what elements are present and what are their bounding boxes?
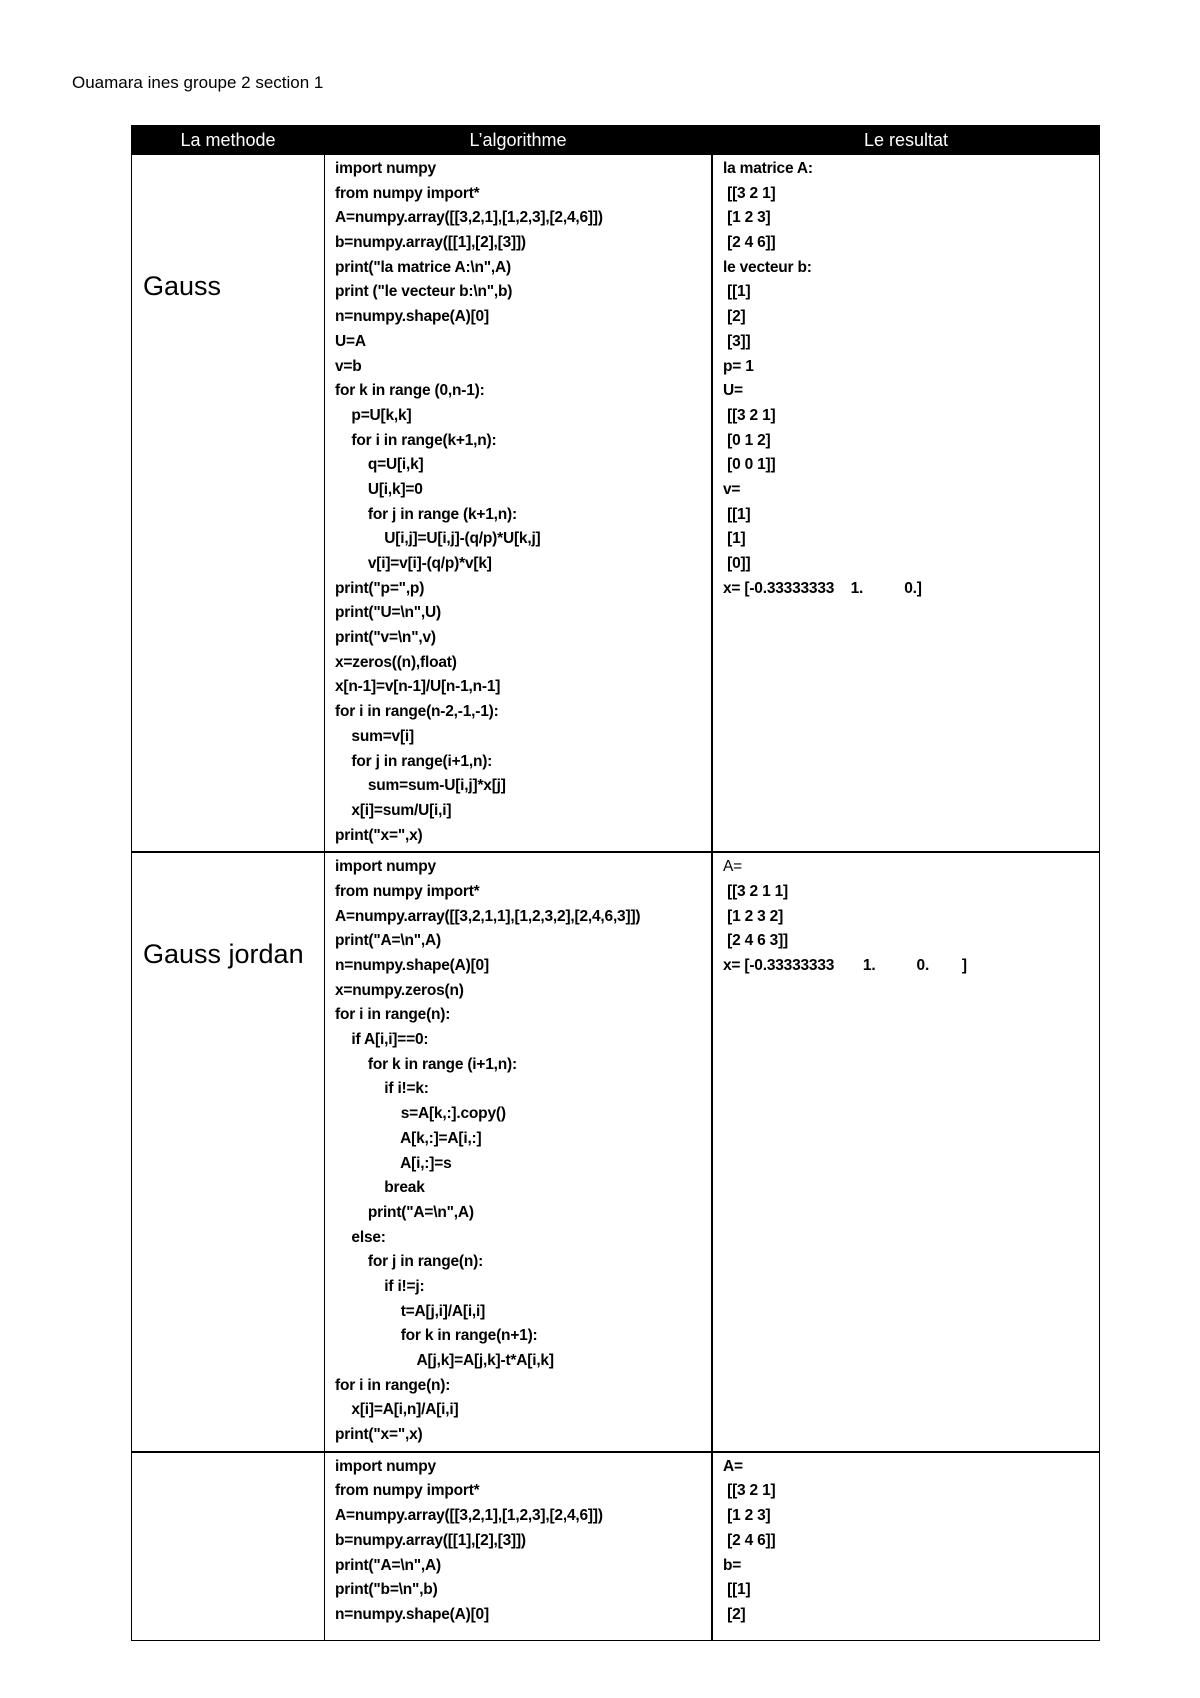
result-line: [[3 2 1]	[723, 184, 776, 202]
code-line: print("la matrice A:\n",A)	[335, 258, 511, 276]
result-line: [0 1 2]	[723, 431, 771, 449]
code-line: v[i]=v[i]-(q/p)*v[k]	[335, 555, 492, 572]
code-line: x[n-1]=v[n-1]/U[n-1,n-1]	[335, 678, 501, 696]
code-line: A[j,k]=A[j,k]-t*A[i,k]	[335, 1352, 554, 1369]
code-line: break	[335, 1179, 425, 1197]
result-line: [2 4 6]]	[723, 1531, 776, 1549]
code-line: sum=sum-U[i,j]*x[j]	[335, 777, 506, 795]
result-cell	[712, 852, 1100, 1452]
code-line: U[i,j]=U[i,j]-(q/p)*U[k,j]	[335, 530, 541, 548]
table-row-gauss-jordan	[132, 852, 1100, 1452]
code-line: x[i]=A[i,n]/A[i,i]	[335, 1401, 459, 1419]
code-line: for i in range(n):	[335, 1006, 451, 1024]
code-line: s=A[k,:].copy()	[335, 1105, 506, 1123]
document-header: Ouamara ines groupe 2 section 1	[72, 73, 324, 92]
result-block	[713, 853, 1099, 981]
code-line: print("b=\n",b)	[335, 1581, 438, 1599]
result-line: U=	[723, 382, 743, 400]
result-line: [2]	[723, 1605, 746, 1623]
code-line: print("x=",x)	[335, 1426, 423, 1444]
code-line: import numpy	[335, 858, 436, 876]
result-line: A=	[723, 858, 742, 876]
code-line: print ("le vecteur b:\n",b)	[335, 283, 513, 301]
code-line: print("A=\n",A)	[335, 1556, 441, 1574]
result-line: [[3 2 1]	[723, 406, 776, 424]
code-block	[325, 853, 711, 1451]
code-line: for k in range (0,n-1):	[335, 382, 485, 400]
result-line: [0]]	[723, 555, 751, 572]
code-line: n=numpy.shape(A)[0]	[335, 957, 489, 974]
code-line: print("v=\n",v)	[335, 629, 436, 647]
result-line: [1 2 3]	[723, 1507, 771, 1525]
methods-table	[131, 125, 1100, 1641]
method-cell	[132, 852, 325, 1452]
result-line: A=	[723, 1457, 743, 1475]
code-line: from numpy import*	[335, 184, 480, 202]
result-line: [1]	[723, 530, 746, 548]
result-line: [[3 2 1 1]	[723, 882, 788, 900]
code-line: print("x=",x)	[335, 826, 423, 844]
code-line: import numpy	[335, 160, 436, 177]
result-cell	[712, 155, 1100, 853]
code-line: for i in range(k+1,n):	[335, 431, 497, 449]
result-line: x= [-0.33333333 1. 0. ]	[723, 957, 967, 974]
code-line: sum=v[i]	[335, 727, 414, 745]
method-cell	[132, 1452, 325, 1641]
result-line: [[1]	[723, 283, 751, 301]
code-line: A=numpy.array([[3,2,1,1],[1,2,3,2],[2,4,6,3]])	[335, 907, 641, 925]
code-line: x=zeros((n),float)	[335, 653, 457, 671]
code-line: from numpy import*	[335, 882, 480, 900]
code-line: A[i,:]=s	[335, 1154, 452, 1172]
code-line: p=U[k,k]	[335, 406, 412, 424]
result-line: b=	[723, 1556, 742, 1574]
code-line: for j in range(n):	[335, 1253, 484, 1271]
method-name	[132, 1453, 324, 1569]
result-block	[713, 1453, 1099, 1631]
result-line: [0 0 1]]	[723, 456, 776, 474]
column-header-algorithm: L’algorithme	[325, 126, 713, 155]
result-block	[713, 155, 1099, 604]
result-line: p= 1	[723, 357, 754, 375]
method-name: Gauss jordan	[143, 939, 304, 970]
column-header-result: Le resultat	[712, 126, 1100, 155]
method-cell	[132, 155, 325, 853]
result-cell	[712, 1452, 1100, 1641]
code-line: n=numpy.shape(A)[0]	[335, 308, 489, 326]
code-line: for k in range(n+1):	[335, 1327, 538, 1345]
table-row-gauss	[132, 155, 1100, 853]
result-line: [[1]	[723, 505, 751, 523]
method-name: Gauss	[143, 271, 222, 301]
code-line: if A[i,i]==0:	[335, 1031, 429, 1049]
result-line: la matrice A:	[723, 160, 813, 177]
code-block	[325, 155, 711, 851]
result-line: [1 2 3 2]	[723, 907, 784, 925]
result-line: [[1]	[723, 1581, 751, 1599]
code-line: b=numpy.array([[1],[2],[3]])	[335, 1531, 526, 1549]
algorithm-cell	[325, 1452, 713, 1641]
code-line: from numpy import*	[335, 1482, 480, 1500]
code-line: if i!=k:	[335, 1080, 429, 1098]
code-line: for k in range (i+1,n):	[335, 1055, 517, 1073]
code-line: U[i,k]=0	[335, 480, 423, 498]
code-line: x=numpy.zeros(n)	[335, 981, 464, 999]
algorithm-cell	[325, 852, 713, 1452]
result-line: [2 4 6]]	[723, 234, 776, 252]
result-line: le vecteur b:	[723, 258, 812, 276]
code-line: import numpy	[335, 1457, 436, 1475]
code-block	[325, 1453, 711, 1631]
code-line: q=U[i,k]	[335, 456, 424, 474]
code-line: A[k,:]=A[i,:]	[335, 1129, 482, 1147]
result-line: [1 2 3]	[723, 209, 771, 227]
code-line: n=numpy.shape(A)[0]	[335, 1605, 489, 1623]
result-line: [[3 2 1]	[723, 1482, 776, 1500]
column-header-method: La methode	[132, 126, 325, 155]
result-line: [2]	[723, 308, 746, 326]
code-line: else:	[335, 1228, 386, 1246]
code-line: print("U=\n",U)	[335, 604, 441, 622]
code-line: for i in range(n):	[335, 1376, 451, 1394]
result-line: [3]]	[723, 332, 751, 350]
code-line: A=numpy.array([[3,2,1],[1,2,3],[2,4,6]])	[335, 1507, 603, 1525]
code-line: x[i]=sum/U[i,i]	[335, 801, 452, 819]
result-line: v=	[723, 480, 741, 498]
code-line: t=A[j,i]/A[i,i]	[335, 1302, 486, 1320]
code-line: if i!=j:	[335, 1277, 425, 1295]
result-line: x= [-0.33333333 1. 0.]	[723, 579, 922, 597]
code-line: b=numpy.array([[1],[2],[3]])	[335, 234, 526, 252]
code-line: for j in range (k+1,n):	[335, 505, 517, 523]
table-header-row	[132, 126, 1100, 155]
code-line: for j in range(i+1,n):	[335, 752, 493, 770]
code-line: print("p=",p)	[335, 579, 425, 597]
code-line: v=b	[335, 357, 362, 375]
code-line: A=numpy.array([[3,2,1],[1,2,3],[2,4,6]])	[335, 209, 603, 227]
code-line: print("A=\n",A)	[335, 1203, 474, 1221]
code-line: print("A=\n",A)	[335, 932, 441, 950]
code-line: U=A	[335, 332, 366, 350]
table-row-third	[132, 1452, 1100, 1641]
result-line: [2 4 6 3]]	[723, 932, 788, 950]
algorithm-cell	[325, 155, 713, 853]
code-line: for i in range(n-2,-1,-1):	[335, 703, 499, 721]
